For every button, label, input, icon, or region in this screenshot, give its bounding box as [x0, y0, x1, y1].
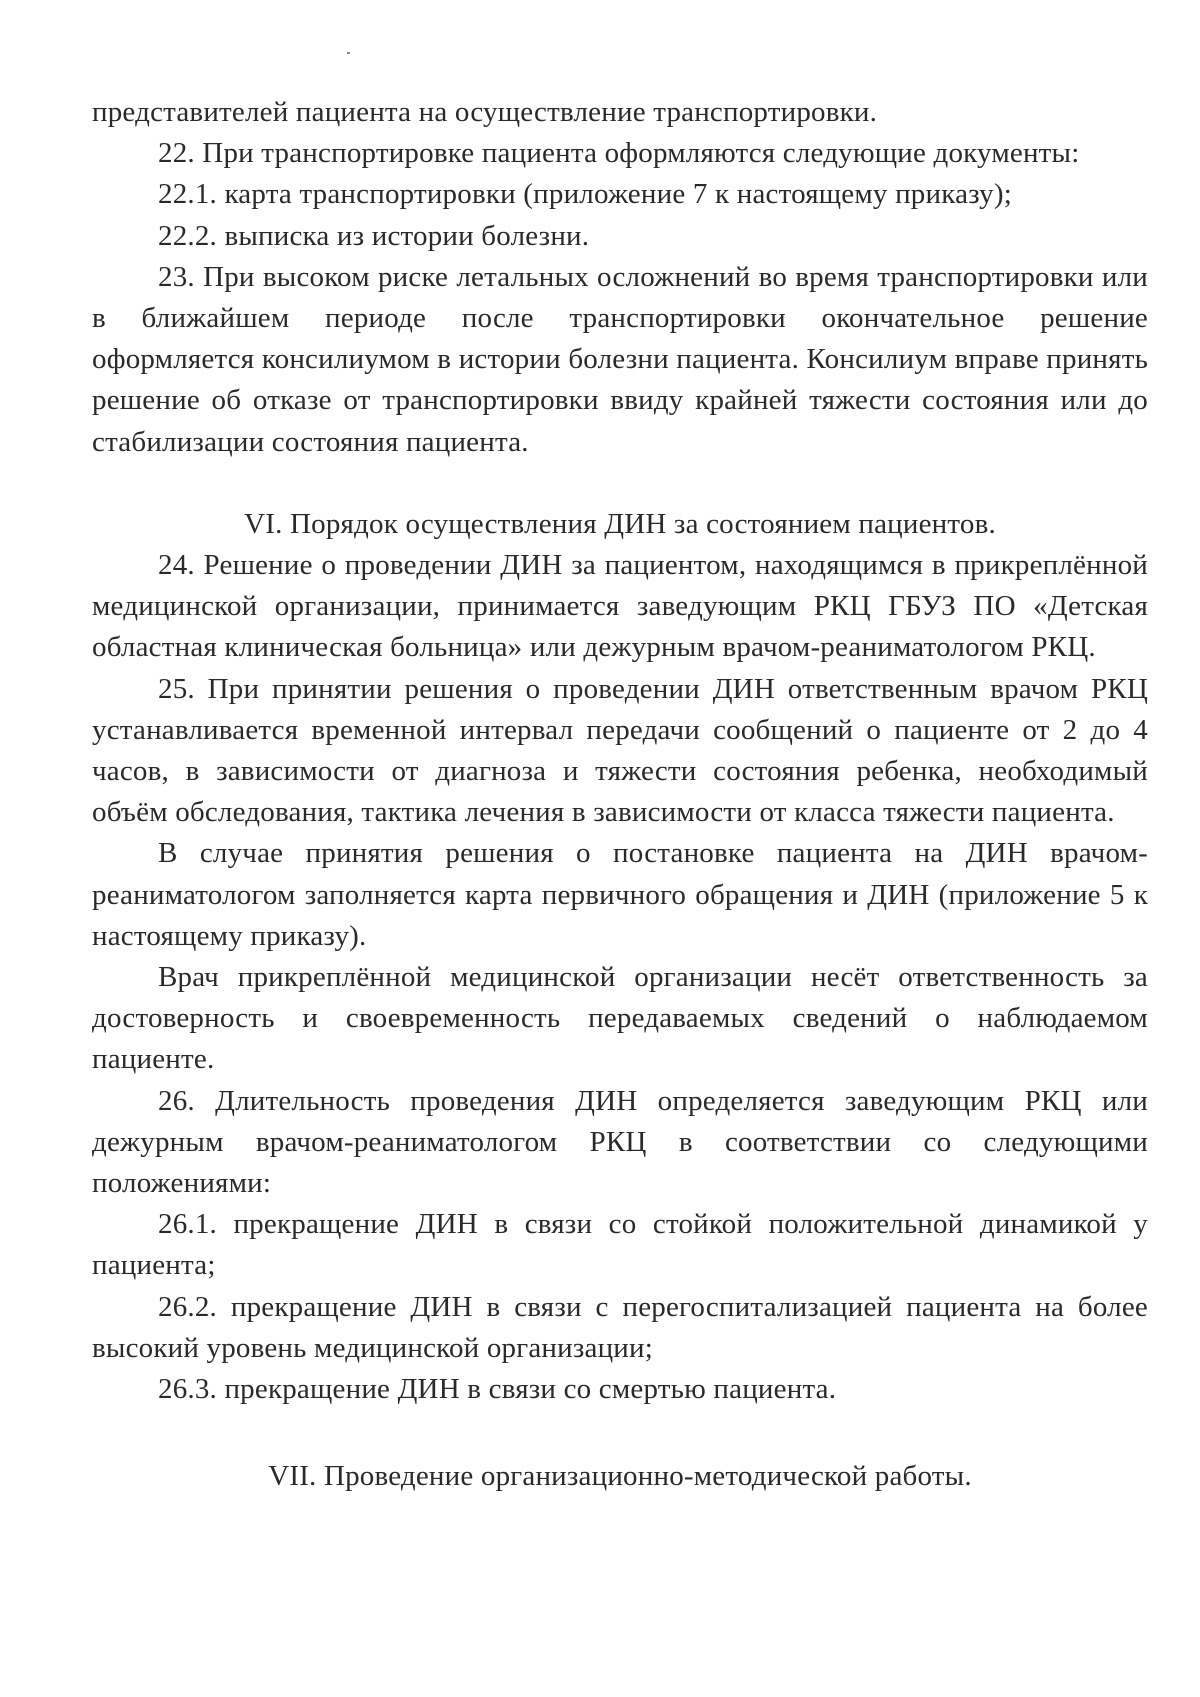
- paragraph-26-3: 26.3. прекращение ДИН в связи со смертью пациента.: [158, 1373, 837, 1406]
- section-6-heading: VI. Порядок осуществления ДИН за состоянием пациентов.: [244, 507, 996, 540]
- section-spacer: [92, 463, 1148, 504]
- paragraph-23: 23. При высоком риске летальных осложнений во время транспортировки или в ближайшем периоде после транспортировки окончательное решение оформляется консилиумом в истории болезни пациента. Консилиум вправе принять решение об отказе от транспортировки ввиду крайней тяжести состояния или до стабилизации состояния пациента.: [92, 260, 1148, 458]
- section-spacer: [92, 1410, 1148, 1456]
- paragraph-continuation: представителей пациента на осуществление транспортировки.: [92, 96, 878, 128]
- paragraph-26: 26. Длительность проведения ДИН определяется заведующим РКЦ или дежурным врачом-реаниматологом РКЦ в соответствии со следующими положениями:: [92, 1084, 1148, 1200]
- paragraph-22: 22. При транспортировке пациента оформляются следующие документы:: [158, 137, 1080, 170]
- document-body: [92, 92, 1148, 1498]
- paragraph-25-c: Врач прикреплённой медицинской организации несёт ответственность за достоверность и своевременность передаваемых сведений о наблюдаемом пациенте.: [92, 961, 1148, 1076]
- paragraph-25-b: В случае принятия решения о постановке пациента на ДИН врачом- реаниматологом заполняется карта первичного обращения и ДИН (приложение 5 к настоящему приказу).: [92, 837, 1148, 952]
- paragraph-26-2: 26.2. прекращение ДИН в связи с перегоспитализацией пациента на более высокий уровень медицинской организации;: [92, 1290, 1148, 1364]
- paragraph-22-2: 22.2. выписка из истории болезни.: [158, 219, 590, 252]
- section-7-heading: VII. Проведение организационно-методической работы.: [268, 1460, 972, 1493]
- scan-speck: [347, 52, 350, 54]
- paragraph-25: 25. При принятии решения о проведении ДИН ответственным врачом РКЦ устанавливается временной интервал передачи сообщений о пациенте от 2 до 4 часов, в зависимости от диагноза и тяжести состояния ребенка, необходимый объём обследования, тактика лечения в зависимости от класса тяжести пациента.: [92, 672, 1148, 829]
- paragraph-22-1: 22.1. карта транспортировки (приложение 7 к настоящему приказу);: [158, 178, 1012, 211]
- paragraph-26-1: 26.1. прекращение ДИН в связи со стойкой положительной динамикой у пациента;: [92, 1208, 1148, 1282]
- paragraph-24: 24. Решение о проведении ДИН за пациентом, находящимся в прикреплённой медицинской организации, принимается заведующим РКЦ ГБУЗ ПО «Детская областная клиническая больница» или дежурным врачом-реаниматологом РКЦ.: [92, 549, 1148, 664]
